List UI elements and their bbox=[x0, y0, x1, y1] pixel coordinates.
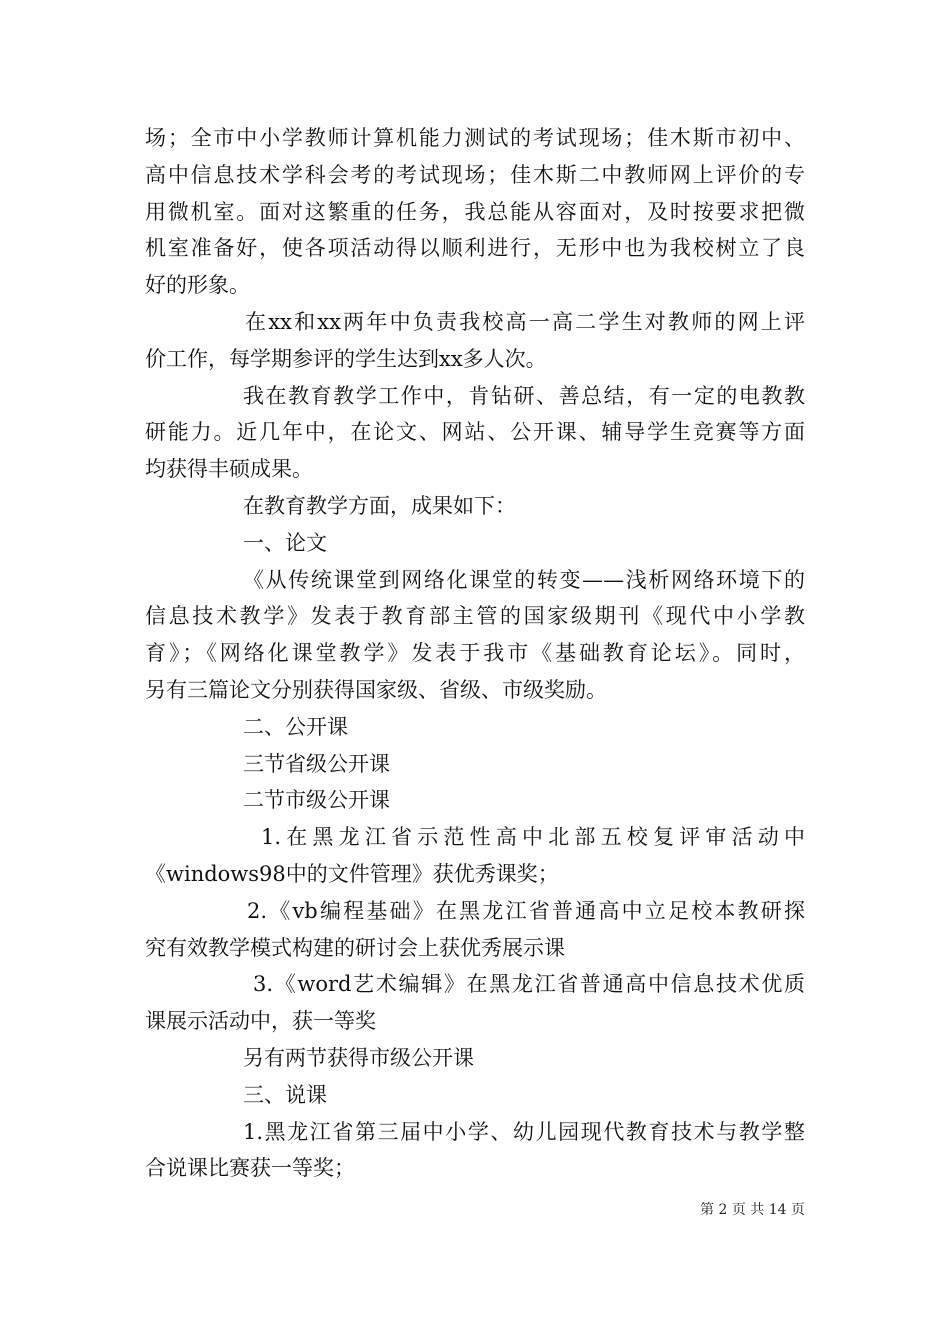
list-item: 1.黑龙江省第三届中小学、幼儿园现代教育技术与教学整 bbox=[243, 1119, 805, 1144]
page-number: 第 2 页 共 14 页 bbox=[700, 1202, 805, 1218]
list-item: 1.在黑龙江省示范性高中北部五校复评审活动中 bbox=[261, 825, 805, 850]
text-line: 合说课比赛获一等奖； bbox=[145, 1156, 355, 1181]
text-line: 三节省级公开课 bbox=[243, 751, 390, 776]
text-line: 信息技术教学》发表于教育部主管的国家级期刊《现代中小学教 bbox=[145, 604, 805, 629]
text-line: 研能力。近几年中，在论文、网站、公开课、辅导学生竞赛等方面 bbox=[145, 420, 805, 445]
list-item: 3.《word艺术编辑》在黑龙江省普通高中信息技术优质 bbox=[253, 972, 805, 997]
list-item: 2.《vb编程基础》在黑龙江省普通高中立足校本教研探 bbox=[247, 898, 805, 923]
text-line: 另有两节获得市级公开课 bbox=[243, 1045, 474, 1070]
text-line: 场；全市中小学教师计算机能力测试的考试现场；佳木斯市初中、 bbox=[145, 126, 805, 150]
text-line: 机室准备好，使各项活动得以顺利进行，无形中也为我校树立了良 bbox=[145, 236, 805, 261]
text-line: 《从传统课堂到网络化课堂的转变——浅析网络环境下的 bbox=[243, 567, 805, 592]
text-line: 在xx和xx两年中负责我校高一高二学生对教师的网上评 bbox=[245, 309, 805, 334]
document-body bbox=[145, 120, 805, 1187]
text-line: 均获得丰硕成果。 bbox=[145, 457, 313, 482]
text-line: 课展示活动中，获一等奖 bbox=[145, 1009, 376, 1034]
text-line: 二节市级公开课 bbox=[243, 788, 390, 813]
text-line: 另有三篇论文分别获得国家级、省级、市级奖励。 bbox=[145, 677, 607, 702]
section-intro: 在教育教学方面，成果如下： bbox=[243, 493, 516, 518]
text-line: 用微机室。面对这繁重的任务，我总能从容面对，及时按要求把微 bbox=[145, 199, 805, 224]
section-heading: 三、说课 bbox=[243, 1082, 327, 1107]
section-heading: 二、公开课 bbox=[243, 714, 348, 739]
text-line: 高中信息技术学科会考的考试现场；佳木斯二中教师网上评价的专 bbox=[145, 162, 805, 187]
text-line: 价工作，每学期参评的学生达到xx多人次。 bbox=[145, 346, 547, 371]
section-heading: 一、论文 bbox=[243, 530, 327, 555]
text-line: 我在教育教学工作中，肯钻研、善总结，有一定的电教教 bbox=[243, 383, 805, 408]
text-line: 育》；《网络化课堂教学》发表于我市《基础教育论坛》。同时， bbox=[145, 641, 805, 666]
text-line: 《windows98中的文件管理》获优秀课奖； bbox=[145, 861, 559, 886]
text-line: 好的形象。 bbox=[145, 273, 250, 298]
text-line: 究有效教学模式构建的研讨会上获优秀展示课 bbox=[145, 935, 565, 960]
